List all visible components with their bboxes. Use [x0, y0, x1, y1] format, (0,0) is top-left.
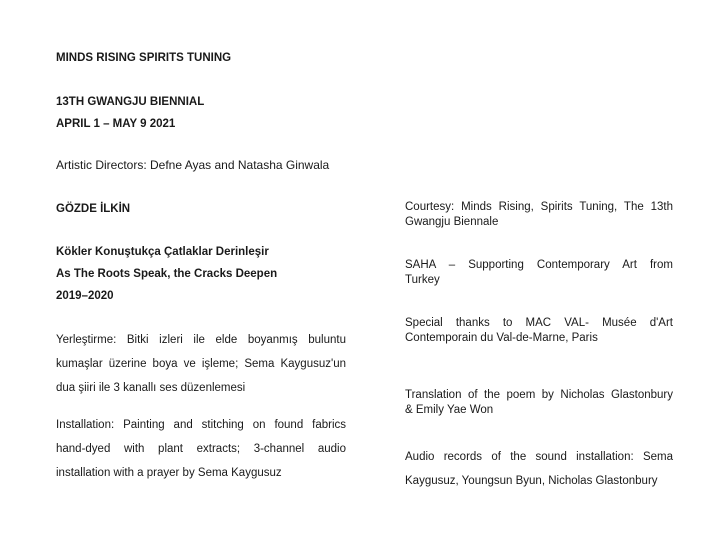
text-line: Courtesy: Minds Rising, Spirits Tuning, The 13th: [405, 201, 673, 213]
special-thanks: [405, 316, 673, 346]
text-line: kumaşlar üzerine boya ve işleme; Sema Kaygusuz'un: [56, 358, 346, 370]
exhibition-title: MINDS RISING SPIRITS TUNING: [56, 52, 232, 64]
event-name: 13TH GWANGJU BIENNIAL: [56, 96, 205, 108]
work-title-turkish: Kökler Konuştukça Çatlaklar Derinleşir: [56, 246, 269, 258]
courtesy-credit: [405, 200, 673, 230]
text-line: Gwangju Biennale: [405, 216, 499, 228]
installation-description-english: [56, 413, 346, 485]
text-line: installation with a prayer by Sema Kaygusuz: [56, 467, 282, 479]
text-line: Kaygusuz, Youngsun Byun, Nicholas Glastonbury: [405, 475, 658, 487]
event-dates: APRIL 1 – MAY 9 2021: [56, 118, 176, 130]
text-line: & Emily Yae Won: [405, 404, 494, 416]
work-title-english: As The Roots Speak, the Cracks Deepen: [56, 268, 278, 280]
artistic-directors: Artistic Directors: Defne Ayas and Natasha Ginwala: [56, 158, 330, 172]
saha-credit: [405, 258, 673, 288]
translation-credit: [405, 388, 673, 418]
text-line: hand-dyed with plant extracts; 3-channel audio: [56, 443, 346, 455]
text-line: Audio records of the sound installation: Sema: [405, 451, 673, 463]
text-line: Installation: Painting and stitching on found fabrics: [56, 419, 346, 431]
work-years: 2019–2020: [56, 290, 114, 302]
artist-name: GÖZDE İLKİN: [56, 203, 131, 215]
text-line: Translation of the poem by Nicholas Glastonbury: [405, 389, 673, 401]
text-line: dua şiiri ile 3 kanallı ses düzenlemesi: [56, 382, 246, 394]
text-line: Turkey: [405, 274, 440, 286]
text-line: Special thanks to MAC VAL- Musée d'Art: [405, 317, 673, 329]
text-line: SAHA – Supporting Contemporary Art from: [405, 259, 673, 271]
text-line: Contemporain du Val-de-Marne, Paris: [405, 332, 598, 344]
audio-credit: [405, 445, 673, 493]
text-line: Yerleştirme: Bitki izleri ile elde boyanmış buluntu: [56, 334, 346, 346]
installation-description-turkish: [56, 328, 346, 400]
